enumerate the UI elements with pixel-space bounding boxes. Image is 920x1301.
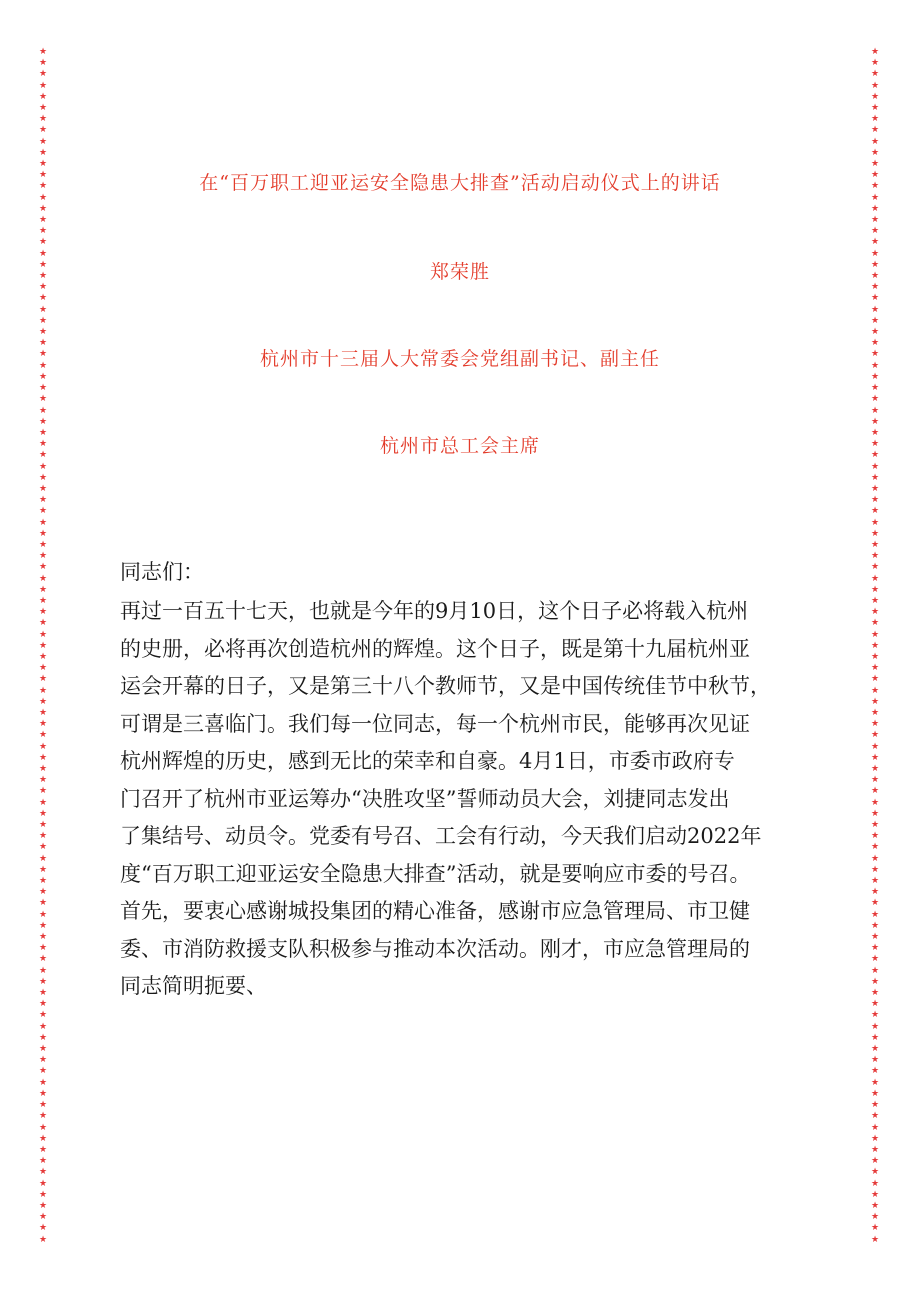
paragraph-line: 运会开幕的日子，又是第三十八个教师节，又是中国传统佳节中秋节， <box>120 674 771 698</box>
paragraph-line: 杭州辉煌的历史，感到无比的荣幸和自豪。4月1日，市委市政府专 <box>120 749 735 773</box>
paragraph-line: 的史册，必将再次创造杭州的辉煌。这个日子，既是第十九届杭州亚 <box>120 636 750 661</box>
paragraph-line: 了集结号、动员令。党委有号召、工会有行动，今天我们启动2022年 <box>120 824 762 848</box>
paragraph-line: 委、市消防救援支队积极参与推动本次活动。刚才，市应急管理局的 <box>120 936 750 961</box>
salutation: 同志们： <box>120 560 204 584</box>
paragraph-line: 度“百万职工迎亚运安全隐患大排查”活动，就是要响应市委的号召。 <box>120 861 751 886</box>
speech-title: 在“百万职工迎亚运安全隐患大排查”活动启动仪式上的讲话 <box>199 172 721 194</box>
paragraph-line: 首先，要衷心感谢城投集团的精心准备，感谢市应急管理局、市卫健 <box>120 899 750 923</box>
paragraph-line: 门召开了杭州市亚运筹办“决胜攻坚”誓师动员大会，刘捷同志发出 <box>120 786 730 811</box>
speaker-position-1: 杭州市十三届人大常委会党组副书记、副主任 <box>259 348 660 370</box>
right-star-border: ★ ★ ★ ★ ★ ★ ★ ★ ★ ★ ★ ★ ★ ★ ★ ★ ★ ★ ★ ★ ★ ★ ★ ★ ★ ★ ★ ★ ★ ★ ★ ★ ★ ★ ★ ★ ★ ★ ★ ★ ★ ★ ★ ★ ★ ★ ★ ★ ★ ★ ★ ★ ★ ★ ★ ★ ★ ★ ★ ★ ★ ★ ★ ★ ★ ★ ★ ★ ★ ★ ★ ★ ★ ★ ★ ★ ★ ★ ★ ★ ★ ★ ★ ★ ★ ★ ★ ★ ★ ★ ★ ★ ★ ★ ★ ★ ★ ★ ★ ★ ★ ★ ★ ★ ★ ★ ★ <box>870 47 880 1245</box>
speaker-position-2: 杭州市总工会主席 <box>379 435 540 457</box>
paragraph-line: 再过一百五十七天，也就是今年的9月10日，这个日子必将载入杭州 <box>120 599 749 623</box>
speech-paragraph <box>120 593 810 1006</box>
speaker-name: 郑荣胜 <box>429 261 490 283</box>
paragraph-line: 同志简明扼要、 <box>120 974 267 998</box>
paragraph-line: 可谓是三喜临门。我们每一位同志，每一个杭州市民，能够再次见证 <box>120 711 750 736</box>
left-star-border: ★ ★ ★ ★ ★ ★ ★ ★ ★ ★ ★ ★ ★ ★ ★ ★ ★ ★ ★ ★ ★ ★ ★ ★ ★ ★ ★ ★ ★ ★ ★ ★ ★ ★ ★ ★ ★ ★ ★ ★ ★ ★ ★ ★ ★ ★ ★ ★ ★ ★ ★ ★ ★ ★ ★ ★ ★ ★ ★ ★ ★ ★ ★ ★ ★ ★ ★ ★ ★ ★ ★ ★ ★ ★ ★ ★ ★ ★ ★ ★ ★ ★ ★ ★ ★ ★ ★ ★ ★ ★ ★ ★ ★ ★ ★ ★ ★ ★ ★ ★ ★ ★ ★ ★ ★ ★ ★ <box>38 47 48 1245</box>
